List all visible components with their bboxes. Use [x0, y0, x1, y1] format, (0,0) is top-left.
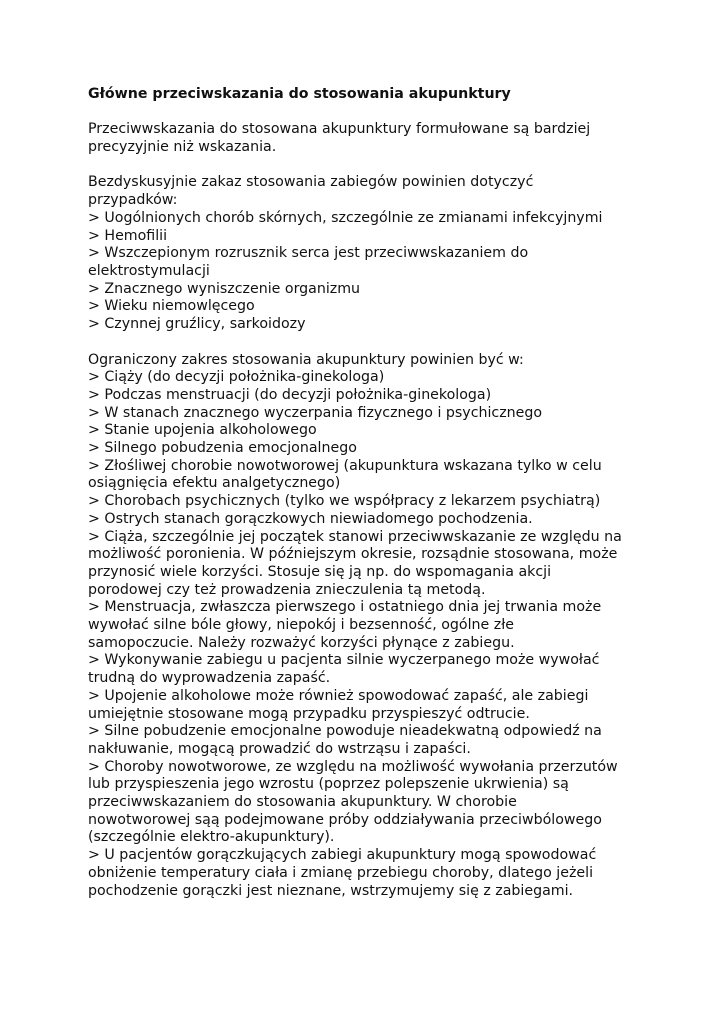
intro-line: Przeciwwskazania do stosowana akupunktury formułowane są bardziej — [88, 121, 591, 138]
intro-line: precyzyjnie niż wskazania. — [88, 139, 277, 156]
list-item-line: lub przyspieszenia jego wzrostu (poprzez polepszenie ukrwienia) są — [88, 776, 569, 793]
list-item-line: > Podczas menstruacji (do decyzji położnika-ginekologa) — [88, 386, 492, 403]
intro-paragraph — [88, 121, 648, 156]
list-item — [88, 759, 648, 848]
list-item-line: > Ostrych stanach gorączkowych niewiadomego pochodzenia. — [88, 510, 533, 527]
list-item — [88, 422, 648, 440]
list-item-line: > Złośliwej chorobie nowotworowej (akupunktura wskazana tylko w celu — [88, 457, 602, 474]
list-item-line: wywołać silne bóle głowy, niepokój i bezsenność, ogólne złe — [88, 617, 514, 634]
list-item-line: możliwość poronienia. W późniejszym okresie, rozsądnie stosowana, może — [88, 546, 618, 563]
list-item-line: > Menstruacja, zwłaszcza pierwszego i ostatniego dnia jej trwania może — [88, 599, 602, 616]
list-item-line: > Hemofilii — [88, 227, 168, 244]
absolute-list — [88, 210, 648, 334]
absolute-contraindications — [88, 174, 648, 333]
list-item-line: porodowej czy też prowadzenia znieczulenia tą metodą. — [88, 581, 486, 598]
limited-heading — [88, 352, 648, 370]
list-item-line: samopoczucie. Należy rozważyć korzyści płynące z zabiegu. — [88, 634, 515, 651]
list-item — [88, 723, 648, 758]
list-item — [88, 529, 648, 600]
heading-line: Bezdyskusyjnie zakaz stosowania zabiegów powinien dotyczyć — [88, 174, 534, 191]
list-item-line: > Upojenie alkoholowe może również spowodować zapaść, ale zabiegi — [88, 687, 589, 704]
list-item-line: > Ciąża, szczególnie jej początek stanowi przeciwwskazanie ze względu na — [88, 528, 622, 545]
list-item — [88, 298, 648, 316]
list-item-line: elektrostymulacji — [88, 263, 210, 279]
list-item-line: nakłuwanie, mogącą prowadzić do wstrząsu i zapaści. — [88, 740, 471, 757]
list-item-line: (szczególnie elektro-akupunktury). — [88, 829, 335, 846]
limited-list — [88, 369, 648, 900]
list-item-line: > Wykonywanie zabiegu u pacjenta silnie wyczerpanego może wywołać — [88, 652, 600, 669]
heading-line: Ograniczony zakres stosowania akupunktury powinien być w: — [88, 351, 524, 368]
limited-contraindications — [88, 352, 648, 901]
list-item-line: przynosić wiele korzyści. Stosuje się ją np. do wspomagania akcji — [88, 563, 552, 580]
list-item — [88, 228, 648, 246]
absolute-heading — [88, 174, 648, 209]
list-item-line: > W stanach znacznego wyczerpania fizycznego i psychicznego — [88, 404, 543, 421]
list-item — [88, 458, 648, 493]
list-item — [88, 599, 648, 652]
list-item — [88, 210, 648, 228]
list-item — [88, 281, 648, 299]
list-item-line: > Choroby nowotworowe, ze względu na możliwość wywołania przerzutów — [88, 758, 618, 775]
list-item — [88, 652, 648, 687]
document-title — [88, 86, 648, 104]
list-item — [88, 440, 648, 458]
list-item-line: > Wszczepionym rozrusznik serca jest przeciwwskazaniem do — [88, 245, 529, 262]
list-item-line: > U pacjentów gorączkujących zabiegi akupunktury mogą spowodować — [88, 847, 597, 864]
list-item-line: > Wieku niemowlęcego — [88, 298, 255, 315]
list-item — [88, 688, 648, 723]
list-item — [88, 387, 648, 405]
list-item-line: > Silne pobudzenie emocjonalne powoduje nieadekwatną odpowiedź na — [88, 723, 602, 740]
list-item — [88, 245, 648, 280]
list-item — [88, 493, 648, 511]
heading-line: przypadków: — [88, 192, 178, 209]
list-item — [88, 405, 648, 423]
list-item-line: > Ciąży (do decyzji położnika-ginekologa) — [88, 369, 385, 386]
list-item-line: obniżenie temperatury ciała i zmianę przebiegu choroby, dlatego jeżeli — [88, 864, 594, 881]
list-item-line: pochodzenie gorączki jest nieznane, wstrzymujemy się z zabiegami. — [88, 882, 574, 899]
list-item-line: > Silnego pobudzenia emocjonalnego — [88, 440, 357, 457]
list-item — [88, 847, 648, 900]
list-item-line: przeciwwskazaniem do stosowania akupunktury. W chorobie — [88, 794, 517, 811]
list-item-line: > Chorobach psychicznych (tylko we współpracy z lekarzem psychiatrą) — [88, 493, 601, 510]
document-page — [88, 86, 648, 918]
list-item-line: > Znacznego wyniszczenie organizmu — [88, 280, 361, 297]
list-item-line: > Stanie upojenia alkoholowego — [88, 422, 317, 439]
list-item — [88, 369, 648, 387]
title-line: Główne przeciwskazania do stosowania akupunktury — [88, 86, 511, 102]
list-item-line: > Czynnej gruźlicy, sarkoidozy — [88, 316, 306, 333]
list-item-line: nowotworowej sąą podejmowane próby oddziaływania przeciwbólowego — [88, 811, 602, 828]
list-item — [88, 316, 648, 334]
list-item-line: > Uogólnionych chorób skórnych, szczególnie ze zmianami infekcyjnymi — [88, 209, 603, 226]
list-item-line: umiejętnie stosowane mogą przypadku przyspieszyć odtrucie. — [88, 705, 530, 722]
list-item — [88, 511, 648, 529]
list-item-line: trudną do wyprowadzenia zapaść. — [88, 670, 331, 687]
list-item-line: osiągnięcia efektu analgetycznego) — [88, 475, 341, 492]
